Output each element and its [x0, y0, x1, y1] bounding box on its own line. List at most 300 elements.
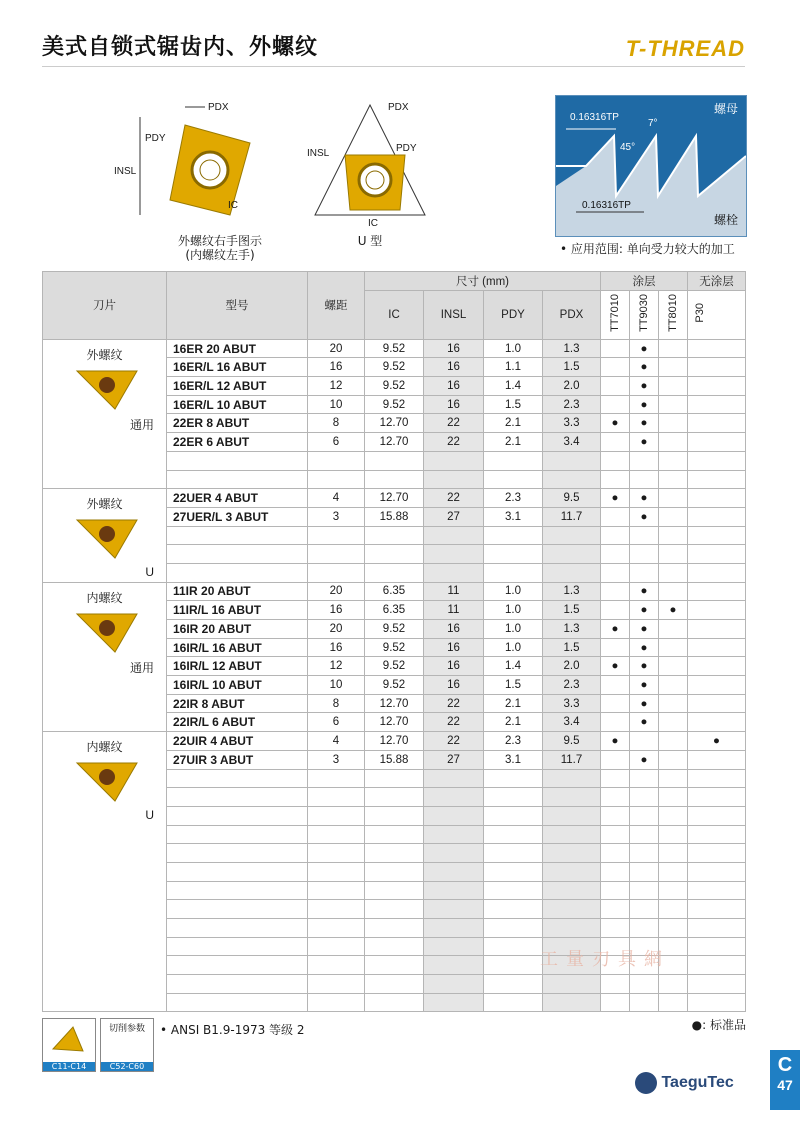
cell-pdx: [543, 975, 601, 994]
insert-group-cell: [43, 582, 167, 732]
cell-grade-tt8010: [659, 545, 688, 564]
cell-pitch: 16: [308, 601, 365, 620]
cell-ic: 9.52: [365, 638, 424, 657]
cell-ic: 6.35: [365, 601, 424, 620]
cell-pdx: [543, 806, 601, 825]
cell-grade-tt7010: ●: [601, 732, 630, 751]
cell-pitch: 20: [308, 339, 365, 358]
insert-ref-icon[interactable]: [42, 1018, 96, 1072]
cell-pdx: 1.3: [543, 620, 601, 639]
cell-pitch: 20: [308, 582, 365, 601]
cell-model: [167, 862, 308, 881]
cell-grade-tt7010: [601, 377, 630, 396]
cell-insl: 22: [424, 414, 484, 433]
cell-grade-tt9030: ●: [630, 395, 659, 414]
cell-pdy: [484, 563, 543, 582]
cell-ic: [365, 993, 424, 1012]
cutting-params-icon[interactable]: [100, 1018, 154, 1072]
cell-grade-tt9030: [630, 545, 659, 564]
cell-pdy: 2.1: [484, 713, 543, 732]
cell-grade-p30: [688, 507, 746, 526]
cell-pdx: 3.4: [543, 433, 601, 452]
cell-ic: [365, 563, 424, 582]
cell-grade-tt9030: ●: [630, 620, 659, 639]
cell-pdy: [484, 451, 543, 470]
cell-insl: [424, 993, 484, 1012]
cell-grade-p30: [688, 451, 746, 470]
cell-grade-tt7010: [601, 358, 630, 377]
cell-pdy: [484, 919, 543, 938]
cell-pdy: [484, 470, 543, 489]
cell-pdy: 1.0: [484, 620, 543, 639]
cell-grade-p30: [688, 750, 746, 769]
cell-grade-p30: [688, 862, 746, 881]
middle-ic-label: IC: [368, 218, 378, 229]
cell-grade-tt9030: [630, 526, 659, 545]
cell-pdx: [543, 993, 601, 1012]
cell-pdy: [484, 545, 543, 564]
cell-grade-tt9030: [630, 975, 659, 994]
cell-pdx: 1.5: [543, 638, 601, 657]
cell-pdy: 1.0: [484, 601, 543, 620]
col-blade: 刀片: [43, 272, 167, 340]
cell-model: [167, 844, 308, 863]
insert-group-label: 内螺纹: [86, 740, 123, 755]
cell-pdx: [543, 769, 601, 788]
cell-grade-tt7010: [601, 919, 630, 938]
page-title: 美式自锁式锯齿内、外螺纹: [42, 35, 319, 60]
page-letter: C: [777, 1054, 793, 1076]
page-number: 47: [777, 1077, 793, 1093]
cell-insl: [424, 975, 484, 994]
cell-grade-tt7010: [601, 788, 630, 807]
col-insl: INSL: [424, 290, 484, 339]
cell-grade-tt9030: ●: [630, 657, 659, 676]
table-row: [43, 339, 746, 358]
cell-pdy: 1.4: [484, 377, 543, 396]
cell-insl: 16: [424, 358, 484, 377]
cell-grade-tt7010: [601, 862, 630, 881]
cell-pdx: 2.0: [543, 657, 601, 676]
insert-group-label: 外螺纹: [86, 347, 123, 362]
cell-model: [167, 806, 308, 825]
cell-grade-p30: [688, 358, 746, 377]
cell-grade-tt8010: [659, 414, 688, 433]
thread-angle-45: 45°: [620, 142, 636, 153]
cell-ic: [365, 937, 424, 956]
cell-grade-tt8010: [659, 862, 688, 881]
cell-insl: 11: [424, 582, 484, 601]
middle-pdx-label: PDX: [388, 102, 409, 113]
cell-grade-tt9030: ●: [630, 638, 659, 657]
cell-grade-tt9030: ●: [630, 694, 659, 713]
cell-pdx: 3.3: [543, 414, 601, 433]
cell-grade-p30: [688, 414, 746, 433]
cell-model: [167, 526, 308, 545]
cell-grade-tt8010: [659, 358, 688, 377]
insert-ref-caption: C11-C14: [43, 1062, 95, 1071]
cell-pdx: 11.7: [543, 750, 601, 769]
cell-pdy: [484, 526, 543, 545]
cell-insl: [424, 806, 484, 825]
cell-grade-tt7010: [601, 433, 630, 452]
cell-pdy: 3.1: [484, 750, 543, 769]
cell-grade-tt9030: [630, 993, 659, 1012]
cell-model: 16ER/L 16 ABUT: [167, 358, 308, 377]
insert-image: [43, 755, 166, 808]
cell-pdy: 2.3: [484, 732, 543, 751]
insert-image: [43, 606, 166, 659]
middle-caption: U 型: [357, 234, 383, 248]
cell-model: [167, 993, 308, 1012]
cell-insl: [424, 788, 484, 807]
cell-grade-p30: [688, 377, 746, 396]
cell-pitch: 20: [308, 620, 365, 639]
cell-grade-tt8010: [659, 694, 688, 713]
cell-grade-tt7010: [601, 993, 630, 1012]
table-row: [43, 582, 746, 601]
cell-pitch: [308, 975, 365, 994]
cell-ic: [365, 769, 424, 788]
cell-insl: 16: [424, 638, 484, 657]
cell-pitch: 8: [308, 414, 365, 433]
insert-group-sub: 通用: [129, 660, 154, 675]
cell-model: [167, 919, 308, 938]
cell-grade-tt7010: [601, 676, 630, 695]
cell-pdx: [543, 563, 601, 582]
cell-insl: [424, 956, 484, 975]
cell-grade-tt7010: [601, 825, 630, 844]
cell-grade-tt7010: [601, 769, 630, 788]
cell-grade-tt8010: [659, 433, 688, 452]
cell-grade-tt9030: [630, 844, 659, 863]
cell-ic: 6.35: [365, 582, 424, 601]
taegutec-emblem-icon: [635, 1072, 657, 1094]
cell-ic: 15.88: [365, 507, 424, 526]
cell-ic: [365, 844, 424, 863]
cell-grade-tt8010: [659, 339, 688, 358]
cell-ic: 9.52: [365, 339, 424, 358]
cell-grade-tt7010: [601, 451, 630, 470]
cell-pdx: [543, 470, 601, 489]
cell-grade-p30: [688, 769, 746, 788]
cell-ic: [365, 788, 424, 807]
cell-grade-tt8010: [659, 732, 688, 751]
cell-insl: [424, 862, 484, 881]
cell-model: 22UER 4 ABUT: [167, 489, 308, 508]
cell-pitch: [308, 862, 365, 881]
cell-pitch: 6: [308, 433, 365, 452]
cell-grade-tt7010: [601, 844, 630, 863]
cell-grade-tt8010: [659, 470, 688, 489]
grade-tt8010: TT8010: [667, 294, 679, 333]
insert-group-sub: 通用: [129, 417, 154, 432]
cell-model: [167, 470, 308, 489]
cell-grade-tt9030: ●: [630, 676, 659, 695]
cell-pdx: [543, 862, 601, 881]
cell-ic: 12.70: [365, 732, 424, 751]
cell-insl: [424, 825, 484, 844]
cell-pitch: 8: [308, 694, 365, 713]
cell-model: 16ER 20 ABUT: [167, 339, 308, 358]
cell-ic: 9.52: [365, 377, 424, 396]
cell-grade-p30: [688, 825, 746, 844]
cell-grade-tt8010: [659, 489, 688, 508]
cell-grade-tt8010: [659, 377, 688, 396]
cell-grade-p30: [688, 638, 746, 657]
cell-grade-tt8010: [659, 993, 688, 1012]
cell-grade-tt9030: [630, 769, 659, 788]
cell-grade-tt7010: [601, 526, 630, 545]
external-insert-diagram: [110, 95, 290, 225]
cell-grade-p30: [688, 713, 746, 732]
left-caption-2: (内螺纹左手): [185, 248, 255, 262]
cell-grade-p30: [688, 563, 746, 582]
cell-insl: [424, 545, 484, 564]
cell-insl: [424, 563, 484, 582]
cell-grade-tt9030: [630, 862, 659, 881]
cell-grade-p30: [688, 657, 746, 676]
cell-grade-tt8010: [659, 788, 688, 807]
nut-label: 螺母: [713, 102, 738, 116]
cell-pdx: 1.5: [543, 358, 601, 377]
left-pdx-label: PDX: [208, 102, 229, 113]
cell-ic: 12.70: [365, 433, 424, 452]
cell-grade-p30: [688, 545, 746, 564]
cell-grade-tt7010: [601, 563, 630, 582]
cell-grade-tt7010: [601, 975, 630, 994]
cell-model: 22UIR 4 ABUT: [167, 732, 308, 751]
cell-pdy: [484, 769, 543, 788]
cell-insl: [424, 451, 484, 470]
cell-grade-p30: [688, 956, 746, 975]
page-tab: [770, 1050, 800, 1110]
cell-pitch: [308, 563, 365, 582]
cell-grade-tt8010: [659, 657, 688, 676]
table-row: [43, 489, 746, 508]
cell-model: [167, 937, 308, 956]
cell-grade-tt9030: ●: [630, 414, 659, 433]
cell-insl: 16: [424, 339, 484, 358]
cell-ic: [365, 919, 424, 938]
cell-model: [167, 881, 308, 900]
cell-grade-tt9030: ●: [630, 358, 659, 377]
u-insert-diagram: [305, 95, 445, 235]
cell-grade-p30: [688, 975, 746, 994]
cutting-params-title: 切削参数: [108, 1024, 145, 1034]
cell-grade-tt9030: [630, 825, 659, 844]
cell-grade-p30: ●: [688, 732, 746, 751]
cell-insl: 16: [424, 620, 484, 639]
cell-pitch: [308, 788, 365, 807]
cell-grade-tt8010: [659, 620, 688, 639]
application-scope: • 应用范围: 单向受力较大的加工: [560, 242, 735, 256]
left-caption-1: 外螺纹右手图示: [177, 234, 262, 248]
cell-pdy: [484, 937, 543, 956]
cell-grade-tt9030: ●: [630, 433, 659, 452]
cell-model: 11IR/L 16 ABUT: [167, 601, 308, 620]
table-body: [43, 339, 746, 1012]
cell-grade-p30: [688, 433, 746, 452]
cell-pdx: 9.5: [543, 732, 601, 751]
cell-pitch: [308, 881, 365, 900]
cell-grade-tt9030: [630, 806, 659, 825]
standard-note: ●: 标准品: [691, 1018, 746, 1032]
cell-insl: [424, 881, 484, 900]
cell-model: 11IR 20 ABUT: [167, 582, 308, 601]
cell-grade-tt9030: [630, 881, 659, 900]
cell-insl: 22: [424, 713, 484, 732]
cell-grade-tt8010: [659, 806, 688, 825]
cell-pitch: 16: [308, 358, 365, 377]
cell-pitch: 3: [308, 750, 365, 769]
cell-ic: 12.70: [365, 414, 424, 433]
cell-pdx: [543, 881, 601, 900]
cutting-params-caption: C52-C60: [101, 1062, 153, 1071]
cell-model: 16ER/L 12 ABUT: [167, 377, 308, 396]
cell-pdy: 2.1: [484, 414, 543, 433]
cell-grade-tt8010: [659, 582, 688, 601]
cell-ic: 9.52: [365, 657, 424, 676]
cell-ic: 9.52: [365, 676, 424, 695]
cell-pitch: [308, 993, 365, 1012]
cell-grade-tt9030: ●: [630, 377, 659, 396]
cell-pdx: 3.3: [543, 694, 601, 713]
cell-grade-p30: [688, 676, 746, 695]
cell-pdx: [543, 900, 601, 919]
cell-pitch: 16: [308, 638, 365, 657]
cell-grade-tt9030: ●: [630, 339, 659, 358]
cell-pdy: 3.1: [484, 507, 543, 526]
cell-pdy: [484, 993, 543, 1012]
cell-grade-tt8010: ●: [659, 601, 688, 620]
cell-grade-tt9030: [630, 900, 659, 919]
cell-model: [167, 451, 308, 470]
cell-grade-tt7010: [601, 395, 630, 414]
cell-pdx: [543, 788, 601, 807]
grade-p30: P30: [694, 303, 706, 323]
cell-grade-tt9030: [630, 451, 659, 470]
insert-image: [43, 512, 166, 565]
cell-grade-tt7010: [601, 470, 630, 489]
cell-pdy: [484, 975, 543, 994]
cell-model: 22IR 8 ABUT: [167, 694, 308, 713]
cell-grade-tt8010: [659, 507, 688, 526]
cell-pdx: 2.0: [543, 377, 601, 396]
cell-pdy: [484, 788, 543, 807]
cell-pdx: 3.4: [543, 713, 601, 732]
cell-pdy: [484, 862, 543, 881]
col-coated: 涂层: [601, 272, 688, 291]
cell-pdy: [484, 900, 543, 919]
cell-model: 22ER 8 ABUT: [167, 414, 308, 433]
cell-pdy: [484, 825, 543, 844]
cell-grade-tt8010: [659, 638, 688, 657]
cell-insl: 16: [424, 657, 484, 676]
cell-grade-p30: [688, 919, 746, 938]
cell-ic: [365, 881, 424, 900]
grade-tt9030: TT9030: [638, 294, 650, 333]
cell-ic: 9.52: [365, 358, 424, 377]
cell-ic: [365, 526, 424, 545]
left-pdy-label: PDY: [145, 133, 166, 144]
cell-pitch: [308, 825, 365, 844]
cell-pdx: [543, 825, 601, 844]
cell-pdx: [543, 451, 601, 470]
cell-ic: [365, 975, 424, 994]
cell-ic: 9.52: [365, 395, 424, 414]
cell-ic: 15.88: [365, 750, 424, 769]
cell-model: [167, 545, 308, 564]
insert-group-sub: U: [145, 808, 154, 823]
cell-ic: [365, 900, 424, 919]
cell-pdy: [484, 881, 543, 900]
cell-grade-tt9030: [630, 732, 659, 751]
cell-grade-tt7010: [601, 713, 630, 732]
cell-pdy: 1.5: [484, 395, 543, 414]
cell-grade-p30: [688, 694, 746, 713]
cell-model: 22IR/L 6 ABUT: [167, 713, 308, 732]
thread-top-tp: 0.16316TP: [570, 112, 619, 123]
insert-group-sub: U: [145, 565, 154, 580]
cell-grade-tt7010: [601, 638, 630, 657]
cell-ic: [365, 825, 424, 844]
cell-pdy: 1.0: [484, 339, 543, 358]
cell-insl: 27: [424, 507, 484, 526]
cell-grade-tt7010: ●: [601, 414, 630, 433]
cell-pitch: [308, 844, 365, 863]
thread-angle-7: 7°: [648, 118, 658, 129]
cell-model: 22ER 6 ABUT: [167, 433, 308, 452]
cell-pdy: 1.4: [484, 657, 543, 676]
watermark: 工量刃具網: [540, 949, 670, 970]
cell-grade-tt8010: [659, 750, 688, 769]
cell-insl: 22: [424, 694, 484, 713]
cell-pdy: 1.5: [484, 676, 543, 695]
col-ic: IC: [365, 290, 424, 339]
thread-profile-diagram: [555, 95, 747, 237]
cell-model: 16IR/L 10 ABUT: [167, 676, 308, 695]
cell-grade-tt8010: [659, 881, 688, 900]
header-divider: [42, 66, 745, 67]
cell-pitch: [308, 451, 365, 470]
cell-grade-tt7010: [601, 601, 630, 620]
insert-group-label: 外螺纹: [86, 497, 123, 512]
thread-bottom-tp: 0.16316TP: [582, 200, 631, 211]
cell-pitch: [308, 806, 365, 825]
cell-grade-p30: [688, 900, 746, 919]
cell-ic: [365, 545, 424, 564]
cell-pdx: 1.3: [543, 582, 601, 601]
cell-grade-tt9030: ●: [630, 489, 659, 508]
col-model: 型号: [167, 272, 308, 340]
taegutec-logo-text: TaeguTec: [661, 1074, 734, 1092]
cell-model: [167, 769, 308, 788]
cell-grade-tt7010: [601, 806, 630, 825]
cell-pitch: [308, 919, 365, 938]
cell-grade-tt7010: [601, 339, 630, 358]
cell-grade-p30: [688, 620, 746, 639]
cell-ic: 12.70: [365, 489, 424, 508]
cell-grade-p30: [688, 395, 746, 414]
cell-pitch: [308, 526, 365, 545]
cell-pitch: [308, 769, 365, 788]
cell-insl: 22: [424, 732, 484, 751]
cell-pitch: [308, 900, 365, 919]
cell-pdy: 2.3: [484, 489, 543, 508]
cell-model: 16IR/L 12 ABUT: [167, 657, 308, 676]
cell-model: [167, 825, 308, 844]
